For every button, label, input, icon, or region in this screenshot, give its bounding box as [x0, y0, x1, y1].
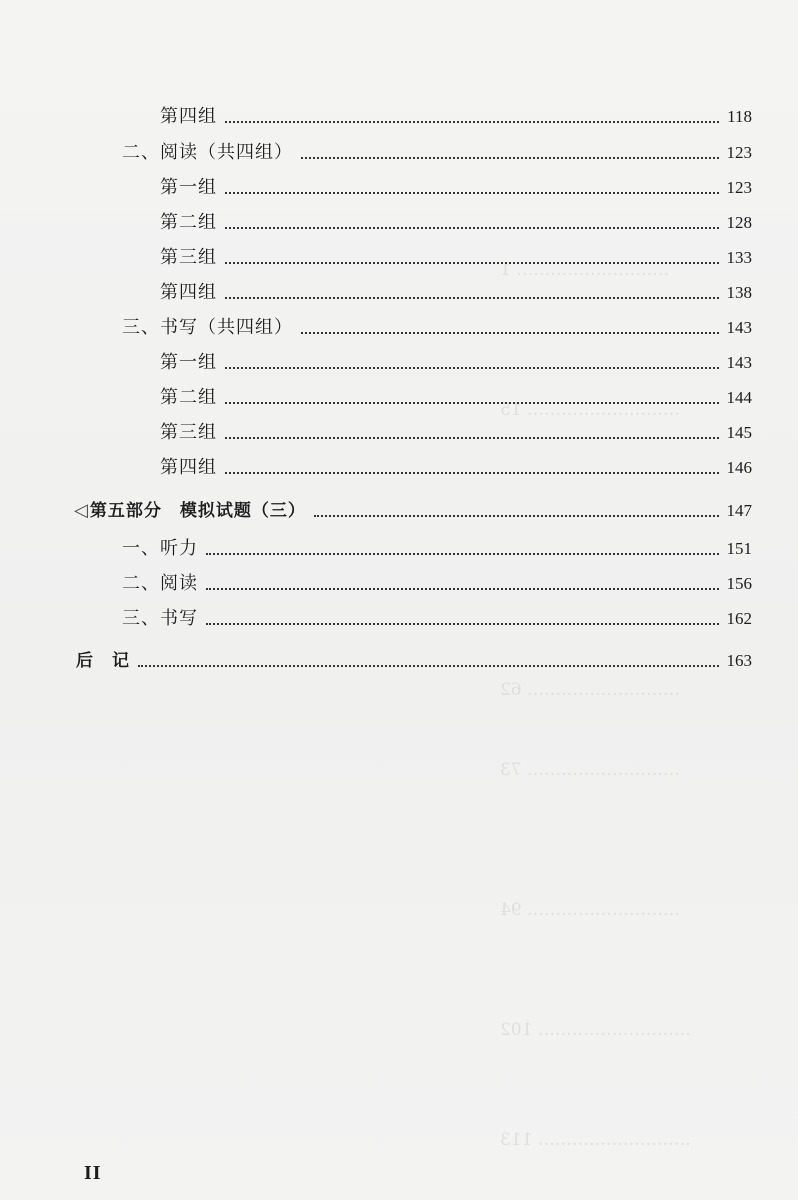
show-through-text: ……………………… 113 — [500, 1130, 691, 1150]
toc-entry[interactable] — [160, 414, 752, 444]
toc-entry[interactable] — [122, 134, 752, 164]
dot-leader — [225, 297, 719, 299]
dot-leader — [225, 437, 719, 439]
toc-entry[interactable] — [122, 600, 752, 630]
toc-part-heading[interactable] — [76, 642, 752, 672]
toc-entry-page: 118 — [727, 107, 752, 126]
toc-entry[interactable] — [160, 239, 752, 269]
dot-leader — [225, 262, 719, 264]
dot-leader — [206, 553, 719, 555]
show-through-text: ……………………… 73 — [500, 760, 681, 780]
toc-entry-label: 第四组 — [160, 282, 217, 303]
dot-leader — [225, 402, 719, 404]
dot-leader — [225, 367, 719, 369]
toc-entry-label: 第一组 — [160, 352, 217, 373]
toc-entry[interactable] — [122, 309, 752, 339]
toc-entry-label: 第二组 — [160, 212, 217, 233]
dot-leader — [225, 121, 719, 123]
dot-leader — [225, 192, 719, 194]
toc-entry[interactable] — [160, 169, 752, 199]
section-marker-icon: ◁ — [74, 500, 88, 521]
show-through-text: ……………………… 94 — [500, 900, 681, 920]
dot-leader — [206, 588, 719, 590]
toc-entry-page: 156 — [726, 574, 752, 593]
toc-entry-label: 第一组 — [160, 177, 217, 198]
dot-leader — [301, 332, 719, 334]
toc-entry-page: 144 — [726, 388, 752, 407]
dot-leader — [225, 472, 719, 474]
toc-entry[interactable] — [160, 344, 752, 374]
toc-entry-page: 128 — [726, 213, 752, 232]
toc-entry-label: 第五部分 模拟试题（三） — [89, 501, 306, 521]
toc-entry[interactable] — [160, 449, 752, 479]
toc-entry-label: 三、书写（共四组） — [122, 317, 293, 338]
toc-entry-page: 143 — [726, 353, 752, 372]
toc-entry-label: 第四组 — [160, 457, 217, 478]
toc-entry[interactable] — [122, 565, 752, 595]
toc-entry-page: 151 — [726, 539, 752, 558]
toc-entry-label: 二、阅读 — [122, 573, 198, 594]
show-through-text: ……………………… 15 — [500, 400, 681, 420]
toc-entry-page: 145 — [726, 423, 752, 442]
toc-entry[interactable] — [122, 530, 752, 560]
toc-entry-label: 后 记 — [76, 651, 130, 671]
toc-part-heading[interactable] — [74, 492, 752, 522]
toc-entry-label: 第三组 — [160, 422, 217, 443]
dot-leader — [314, 515, 719, 517]
toc-entry[interactable] — [160, 274, 752, 304]
toc-entry-page: 147 — [726, 501, 752, 520]
toc-entry-page: 123 — [726, 178, 752, 197]
toc-entry-page: 123 — [726, 143, 752, 162]
show-through-text: ……………………… 1 — [500, 260, 670, 280]
toc-entry-page: 146 — [726, 458, 752, 477]
toc-entry-page: 162 — [726, 609, 752, 628]
toc-entry-label: 二、阅读（共四组） — [122, 142, 293, 163]
dot-leader — [138, 665, 719, 667]
page-folio: II — [84, 1162, 102, 1184]
toc-entry-label: 第四组 — [160, 106, 217, 127]
toc-entry-label: 第三组 — [160, 247, 217, 268]
toc-entry-page: 138 — [726, 283, 752, 302]
toc-entry[interactable] — [160, 204, 752, 234]
dot-leader — [206, 623, 719, 625]
toc-entry-page: 163 — [726, 651, 752, 670]
toc-entry-label: 一、听力 — [122, 538, 198, 559]
toc-entry-page: 133 — [726, 248, 752, 267]
toc-entry-label: 三、书写 — [122, 608, 198, 629]
show-through-text: ……………………… 102 — [500, 1020, 691, 1040]
dot-leader — [225, 227, 719, 229]
dot-leader — [301, 157, 719, 159]
toc-entry-page: 143 — [726, 318, 752, 337]
toc-entry[interactable] — [160, 98, 752, 128]
toc-entry-label: 第二组 — [160, 387, 217, 408]
toc-entry[interactable] — [160, 379, 752, 409]
show-through-text: ……………………… 62 — [500, 680, 681, 700]
